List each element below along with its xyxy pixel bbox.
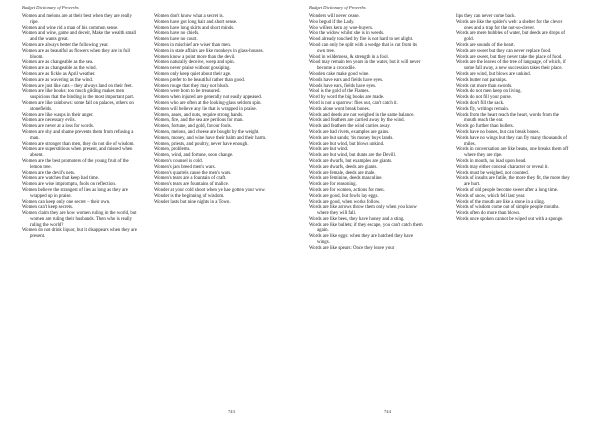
proverb-entry: Women are shy and shame prevents them from refusing a man. xyxy=(22,129,134,141)
proverb-entry: Words fly, writings remain. xyxy=(456,106,509,112)
proverb-entry: Words are the leaves of the tree of language, of which, if some fall away, a new succession takes their place. xyxy=(456,60,566,72)
page-number: 743 xyxy=(228,409,235,414)
proverb-entry: Women and wine, game and deceit, Make the wealth small and the wants great. xyxy=(22,31,137,43)
proverb-entry: Women, priests, and poultry, never have enough. xyxy=(154,141,249,147)
proverb-entry: Women's jars breed men's wars. xyxy=(154,164,216,170)
proverb-entry: Words butter not parsnips. xyxy=(456,77,508,83)
running-head: Budget Dictionary of Proverbs xyxy=(22,5,79,10)
proverb-entry: Words are sweet but they can never replace food. xyxy=(456,48,552,54)
proverb-entry: Words are good, but fowls lay eggs. xyxy=(309,193,379,199)
proverb-entry: Words are like spears: Once they leave your xyxy=(309,245,395,251)
proverb-entry: Words are sweet, but they never take the place of food. xyxy=(456,54,563,60)
proverb-entry: Women are like rainbows: some fall on palaces, others on stonefields. xyxy=(22,100,134,112)
proverb-entry: Words of snow, which fell last year. xyxy=(456,193,526,199)
proverb-entry: Words are for women, actions for men. xyxy=(309,187,385,193)
proverb-entry: Women are like books: too much gilding makes men suspicious that the binding is the most important part. xyxy=(22,89,134,101)
proverb-entry: Women have no court. xyxy=(154,37,198,43)
proverb-entry: Women who are often at the looking-glass seldom spin. xyxy=(154,100,262,106)
proverb-entry: Words are feminine, deeds masculine. xyxy=(309,176,383,182)
proverb-entry: Wooden cake make good wine. xyxy=(309,71,370,77)
proverb-entry: Women, fire, and the sea are perilous for man. xyxy=(154,118,244,124)
proverb-entry: Words and deeds are not weighed in the same balance. xyxy=(309,112,415,118)
proverb-entry: Words go further than bullets. xyxy=(456,124,514,130)
proverb-entry: Women never praise without gossiping. xyxy=(154,66,231,72)
proverb-entry: Words are like eggs: when they are hatched they have wings. xyxy=(309,234,414,246)
proverb-entry: Words alone wont break bones. xyxy=(309,106,370,112)
proverb-entry: Woods have ears and fields have eyes. xyxy=(309,77,384,83)
proverb-entry: Words once spoken cannot be wiped out with a sponge. xyxy=(456,216,564,222)
proverb-entry: Words are dwarfs, deeds are giants. xyxy=(309,164,378,170)
proverb-entry: Words are dwarfs, but examples are giants. xyxy=(309,158,393,164)
proverb-entry: Wonders will never cease. xyxy=(309,14,360,19)
proverb-entry: Words are like arrows throw them only when you know where they will fall. xyxy=(309,205,417,217)
proverb-entry: Woo begud if the Lady. xyxy=(309,19,355,25)
proverb-entry: Women, problems. xyxy=(154,147,191,153)
proverb-entry: Women are never at a loss for words. xyxy=(22,124,94,130)
proverb-entry: Words are like bullets; if they escape, you can't catch them again. xyxy=(309,222,423,234)
proverb-entry: Woo willers kern ay woe-buyers. xyxy=(309,25,374,31)
proverb-entry: Women are superstitious when present, and missed when absent. xyxy=(22,147,133,159)
proverb-entry: Women in mischief are wiser than men. xyxy=(154,42,231,48)
proverb-entry: Women are as changeable as the wind. xyxy=(22,66,97,72)
proverb-entry: Words are sounds of the heart. xyxy=(456,42,515,48)
proverb-entry: Women do not drink liquor, but it disappears when they are present. xyxy=(22,228,137,240)
proverb-entry: Women are as beautiful as flowers when they are in full bloom. xyxy=(22,48,131,60)
proverb-entry: Women are just like cats – they always land on their feet. xyxy=(22,83,133,89)
proverb-entry: Women's counsel is cold. xyxy=(154,158,203,164)
proverb-entry: Wool is the gold of the Flames. xyxy=(309,89,370,95)
proverb-entry: Women are always better the following year. xyxy=(22,42,109,48)
proverb-entry: Woo the widow whilst she is in weeds. xyxy=(309,31,385,37)
proverb-entry: Words may either conceal character or reveal it. xyxy=(456,164,549,170)
proverb-entry: Wonder is the beginning of wisdom. xyxy=(154,193,225,199)
proverb-entry: Women's tears are fountains of malice. xyxy=(154,182,229,188)
proverb-entry: Words have no wings but they can fly many thousands of miles. xyxy=(456,135,567,147)
proverb-entry: Women know a point more than the devil. xyxy=(154,54,236,60)
proverb-entry: Women, money, and wine have their balm and their harm. xyxy=(154,135,267,141)
proverb-entry: Words cut more than swords. xyxy=(456,83,513,89)
proverb-entry: Women's tears are a fountain of craft. xyxy=(154,176,227,182)
proverb-entry: Words have no bones, but can break bones. xyxy=(456,129,540,135)
proverb-entry: Words in mouth, no load upon head. xyxy=(456,158,527,164)
proverb-entry: Women are watches that keep bad time. xyxy=(22,176,99,182)
left-column-1 xyxy=(22,14,138,240)
proverb-entry: Words are but wind, but dunts are the Devill. xyxy=(309,153,397,159)
proverb-entry: Words are but wind. xyxy=(309,147,349,153)
left-column-2 xyxy=(154,14,270,205)
proverb-entry: Women are like wasps in their anger. xyxy=(22,112,94,118)
proverb-entry: Women rouge that they may not blush. xyxy=(154,83,230,89)
proverb-entry: Women can't keep secrets. xyxy=(22,205,74,211)
proverb-entry: Women are the best promoters of the young fruit of the lemon tree. xyxy=(22,158,129,170)
proverb-entry: Wood can only be split with a wedge that is cut from its own tree. xyxy=(309,42,418,54)
proverb-entry: Words of wisdom come out of simple people mouths. xyxy=(456,205,560,211)
proverb-entry: Words are mere bubbles of water, but deeds are drops of gold. xyxy=(456,31,566,43)
proverb-entry: Words don't fill the sack. xyxy=(456,100,505,106)
proverb-entry: Women, melons, and cheese are bought by the weight. xyxy=(154,129,260,135)
proverb-entry: Women naturally deceive, weep and spin. xyxy=(154,60,235,66)
proverb-entry: Women are necessary evils. xyxy=(22,118,76,124)
proverb-entry: Women prefer to be beautiful rather than good. xyxy=(154,77,246,83)
proverb-entry: Words are but wind, but blows unkind. xyxy=(309,141,385,147)
proverb-entry: Women are as fickle as April weather. xyxy=(22,71,96,77)
proverb-entry: Wood may remain ten years in the water, but it will never become a crocodile. xyxy=(309,60,421,72)
proverb-entry: Women and wine rid a man of his common sense. xyxy=(22,25,119,31)
page-number: 744 xyxy=(384,409,391,414)
proverb-entry: Women's quarrels cause the men's wars. xyxy=(154,170,232,176)
proverb-entry: Women only keep quiet about their age. xyxy=(154,71,232,77)
proverb-entry: Woods have ears, fields have eyes. xyxy=(309,83,377,89)
proverb-entry: Words must be weighed, not counted. xyxy=(456,170,529,176)
proverb-entry: Words do not men keep on living. xyxy=(456,89,522,95)
right-column-2 xyxy=(456,14,572,223)
proverb-entry: Words and feathers the wind carries away. xyxy=(309,124,391,130)
proverb-entry: Word by word the big books are made. xyxy=(309,95,385,101)
proverb-entry: Wonder at your cold shoot when ye hae gotten your wow. xyxy=(154,187,266,193)
proverb-entry: Wood already touched by fire is not hard to set alight. xyxy=(309,37,414,43)
proverb-entry: Words are good, when works follow. xyxy=(309,199,381,205)
proverb-entry: Words are female, deeds are male. xyxy=(309,170,376,176)
proverb-entry: Women and melons are at their best when they are really ripe. xyxy=(22,14,132,25)
proverb-entry: Words of the mouth are like a stone in a sling. xyxy=(456,199,546,205)
running-head: Budget Dictionary of Proverbs xyxy=(309,5,366,10)
proverb-entry: Women will believe any lie that is wrapped in praise. xyxy=(154,106,257,112)
proverb-entry: Words are for reasoning. xyxy=(309,182,357,188)
proverb-entry: Women, asses, and nuts, require strong hands. xyxy=(154,112,244,118)
proverb-entry: Women are as changeable as the sea. xyxy=(22,60,94,66)
proverb-entry: Words from the heart reach the heart, words from the mouth reach the ear. xyxy=(456,112,559,124)
proverb-entry: Women when injured are generally not easily appeased. xyxy=(154,95,263,101)
proverb-entry: Women are as wavering as the wind. xyxy=(22,77,94,83)
proverb-entry: Words are bad rivets, examples are gains. xyxy=(309,129,390,135)
proverb-entry: Women are wise impromptu, fools on reflection. xyxy=(22,182,117,188)
proverb-entry: Words are like bees, they have honey and a sting. xyxy=(309,216,405,222)
proverb-entry: Women have got long hair and short sense. xyxy=(154,19,238,25)
proverb-entry: Words of insults are futile, the more they fit, the more they are hurt. xyxy=(456,176,570,188)
proverb-entry: lips they can never come back. xyxy=(456,14,516,19)
proverb-entry: Women claim they are how women ruling in the world, but women are ruling their husbands. Then who is really ruling the world? xyxy=(22,211,137,228)
proverb-entry: Women are the devil's nets. xyxy=(22,170,76,176)
proverb-entry: Word is not a sparrow: flies out, can't catch it. xyxy=(309,100,398,106)
proverb-entry: Women are stronger than men, they do not die of wisdom. xyxy=(22,141,135,147)
proverb-entry: Words are but sands; 'tis money buys lands. xyxy=(309,135,394,141)
proverb-entry: Words do not fill your purse. xyxy=(456,95,512,101)
proverb-entry: Wonder lasts but nine nights in a Town. xyxy=(154,199,231,205)
proverb-entry: Women were born to be treasured. xyxy=(154,89,221,95)
proverb-entry: Women have long skirts and short minds. xyxy=(154,25,235,31)
proverb-entry: Women in state affairs are like monkeys in glass-houses. xyxy=(154,48,264,54)
right-page xyxy=(300,0,600,424)
proverb-entry: Words are like the spider's web: a shelter for the clever ones and a trap for the not-so-clever. xyxy=(456,19,563,31)
proverb-entry: Women believe the strangest of lies as long as they are wrapped up in praise. xyxy=(22,187,128,199)
proverb-entry: Women, wind, and fortune, soon change. xyxy=(154,153,234,159)
proverb-entry: Words and feathers are carried away by the wind. xyxy=(309,118,405,124)
proverb-entry: Women have no chiefs. xyxy=(154,31,200,37)
proverb-entry: Women don't know what a secret is. xyxy=(154,14,224,19)
proverb-entry: Women, fortune, and gold, favour fools. xyxy=(154,124,232,130)
proverb-entry: Words in conversation are like beans, one breaks them off where they are ripe. xyxy=(456,147,569,159)
proverb-entry: Wood in wilderness, & strength in a fool. xyxy=(309,54,389,60)
proverb-entry: Women can keep only one secret – their own. xyxy=(22,199,111,205)
proverb-entry: Words are wind, but blows are unkind. xyxy=(456,71,531,77)
right-column-1 xyxy=(309,14,425,252)
proverb-entry: Words of old people become sweet after a long time. xyxy=(456,187,559,193)
proverb-entry: Words often do more than blows. xyxy=(456,211,521,217)
